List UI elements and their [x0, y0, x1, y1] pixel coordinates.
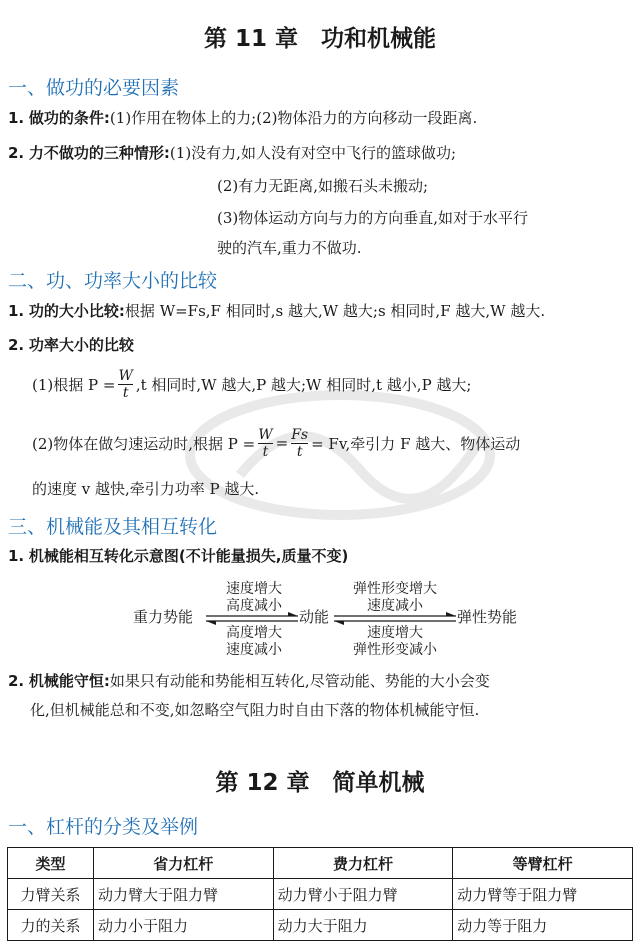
item-label: 做功的条件: — [28, 109, 110, 127]
section-heading-lever-classification: 一、杠杆的分类及举例 — [8, 816, 199, 838]
work-compare-line — [8, 300, 545, 321]
item-number: 1. — [8, 547, 25, 565]
table-row — [8, 879, 633, 910]
arrow-label: 弹性形变减小 — [353, 642, 437, 658]
item-text: 根据 W=Fs,F 相同时,s 越大,W 越大;s 相同时,F 越大,W 越大. — [124, 302, 546, 320]
energy-conversion-diagram — [0, 576, 640, 660]
item-label: 机械能相互转化示意图(不计能量损失,质量不变) — [28, 547, 349, 565]
item-text: (1)作用在物体上的力;(2)物体沿力的方向移动一段距离. — [109, 109, 478, 127]
table-row-header: 力的关系 — [8, 910, 94, 941]
item-number: 2. — [8, 144, 25, 162]
fraction-numerator: Fs — [291, 426, 309, 443]
formula-prefix: (1)根据 P = — [32, 375, 116, 394]
watermark-logo — [180, 380, 500, 530]
no-work-case-3-cont: 驶的汽车,重力不做功. — [217, 239, 362, 257]
formula-suffix: = Fv,牵引力 F 越大、物体运动 — [311, 434, 521, 453]
arrow-label: 弹性形变增大 — [353, 581, 437, 597]
no-work-cases-line — [8, 142, 456, 163]
formula-suffix: ,t 相同时,W 越大,P 越大;W 相同时,t 越小,P 越大; — [135, 375, 472, 394]
table-row-header: 力臂关系 — [8, 879, 94, 910]
item-label: 功的大小比较: — [28, 302, 125, 320]
table-header-cell: 等臂杠杆 — [453, 848, 633, 879]
fraction-numerator: W — [258, 426, 273, 443]
item-number: 1. — [8, 302, 25, 320]
table-header-cell: 省力杠杆 — [93, 848, 273, 879]
arrow-head-left — [334, 621, 344, 625]
no-work-case-3: (3)物体运动方向与力的方向垂直,如对于水平行 — [217, 209, 529, 227]
fraction-denominator: t — [122, 384, 129, 401]
arrow-label: 速度减小 — [367, 598, 423, 614]
table-row — [8, 910, 633, 941]
energy-diagram-heading — [8, 545, 348, 566]
item-label: 功率大小的比较 — [28, 336, 134, 354]
item-text: (1)没有力,如人没有对空中飞行的篮球做功; — [169, 144, 456, 162]
table-cell: 动力臂小于阻力臂 — [273, 879, 453, 910]
table-cell: 动力臂等于阻力臂 — [453, 879, 633, 910]
arrow-label: 高度减小 — [226, 598, 282, 614]
item-text: 如果只有动能和势能相互转化,尽管动能、势能的大小会变 — [109, 672, 490, 690]
arrow-label: 速度增大 — [367, 625, 423, 641]
arrow-label: 速度增大 — [226, 581, 282, 597]
fraction-w-over-t — [118, 368, 132, 401]
conversion-arrows — [0, 576, 640, 660]
table-cell: 动力小于阻力 — [93, 910, 273, 941]
item-number: 1. — [8, 109, 25, 127]
elastic-pe-label: 弹性势能 — [457, 608, 518, 626]
fraction-denominator: t — [262, 443, 269, 460]
arrow-label: 速度减小 — [226, 642, 282, 658]
gravitational-pe-label: 重力势能 — [133, 608, 194, 626]
chapter-11-title: 第 11 章 功和机械能 — [203, 26, 437, 52]
arrow-head-right — [288, 612, 298, 616]
item-label: 机械能守恒: — [28, 672, 110, 690]
arrow-head-left — [206, 621, 216, 625]
section-heading-work-conditions: 一、做功的必要因素 — [8, 77, 180, 99]
arrow-label: 高度增大 — [226, 625, 282, 641]
table-cell: 动力等于阻力 — [453, 910, 633, 941]
work-condition-line — [8, 107, 477, 128]
equals-sign: = — [275, 434, 289, 452]
lever-table — [7, 847, 633, 941]
kinetic-energy-label: 动能 — [299, 608, 330, 626]
item-label: 力不做功的三种情形: — [28, 144, 170, 162]
arrow-head-right — [446, 612, 456, 616]
table-header-cell: 类型 — [8, 848, 94, 879]
table-cell: 动力大于阻力 — [273, 910, 453, 941]
section-heading-mechanical-energy: 三、机械能及其相互转化 — [8, 516, 218, 538]
no-work-case-2: (2)有力无距离,如搬石头未搬动; — [217, 177, 429, 195]
table-header-row — [8, 848, 633, 879]
conservation-line-2: 化,但机械能总和不变,如忽略空气阻力时自由下落的物体机械能守恒. — [30, 701, 480, 719]
fraction-numerator: W — [118, 367, 133, 384]
item-number: 2. — [8, 336, 25, 354]
formula-prefix: (2)物体在做匀速运动时,根据 P = — [32, 434, 256, 453]
item-number: 2. — [8, 672, 25, 690]
table-header-cell: 费力杠杆 — [273, 848, 453, 879]
table-cell: 动力臂大于阻力臂 — [93, 879, 273, 910]
section-heading-comparison: 二、功、功率大小的比较 — [8, 270, 218, 292]
conservation-line-1 — [8, 670, 490, 691]
fraction-denominator: t — [296, 443, 303, 460]
chapter-12-title: 第 12 章 简单机械 — [215, 770, 425, 796]
power-formula-line-2-cont: 的速度 v 越快,牵引力功率 P 越大. — [32, 480, 260, 498]
power-compare-heading — [8, 334, 134, 355]
